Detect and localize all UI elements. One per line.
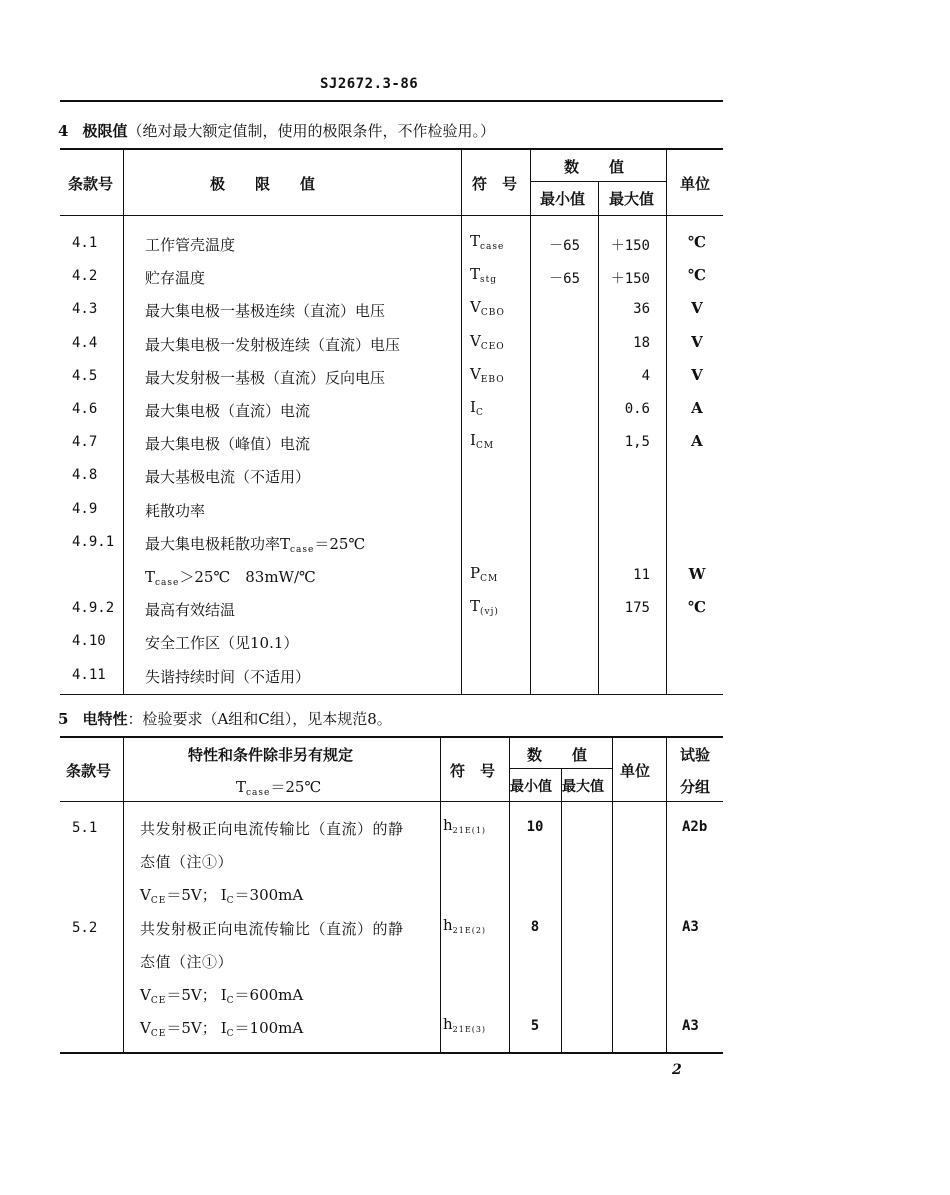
table4-header-unit: 单位: [680, 175, 711, 193]
table-row-clause: 4.11: [72, 667, 106, 683]
table4-header-values: 数 值: [564, 158, 625, 176]
table-row-symbol: [470, 365, 505, 385]
table5-header-min: 最小值: [510, 779, 552, 795]
table-row-description: [145, 500, 205, 521]
table-row-symbol: [470, 431, 494, 451]
table-row-symbol: [470, 265, 497, 285]
condition-line: [140, 984, 303, 1006]
table-row-max: 175: [624, 600, 650, 616]
table-row-symbol: [470, 597, 499, 617]
symbol-letter: V: [470, 365, 481, 383]
condition-current-tail: ＝600mA: [234, 986, 304, 1004]
table-row-max: 0.6: [624, 401, 650, 417]
condition-current-sub: C: [226, 996, 235, 1006]
table-row-clause: 4.10: [72, 633, 106, 649]
table-row-group: A3: [682, 1018, 699, 1034]
characteristic-line: 态值（注①）: [140, 853, 234, 871]
table-row-clause: 4.7: [72, 434, 98, 450]
section4-heading: 极限值: [82, 122, 128, 140]
condition-voltage: V: [140, 886, 151, 904]
characteristic-line: 态值（注①）: [140, 953, 234, 971]
symbol-letter: I: [470, 431, 476, 449]
description-text: 最大集电极一发射极连续（直流）电压: [145, 336, 401, 354]
table5-header-max: 最大值: [562, 779, 604, 795]
table4-col-divider-4: [598, 182, 599, 694]
table-row-description: [145, 533, 365, 555]
table4-col-divider-1: [123, 150, 124, 694]
table-row-description: [145, 599, 235, 620]
table-row-clause: 4.6: [72, 401, 98, 417]
symbol-letter: h: [443, 916, 453, 934]
table5-header-clause: 条款号: [66, 762, 112, 780]
table-row-unit: A: [691, 432, 703, 450]
symbol-letter: T: [470, 597, 481, 615]
symbol-subscript: EBO: [480, 375, 505, 385]
section5-title: [58, 708, 392, 729]
condition-voltage: V: [140, 986, 151, 1004]
table-row-max: 4: [641, 368, 650, 384]
description-text: 工作管壳温度: [145, 236, 236, 254]
section5-number: 5: [58, 710, 69, 728]
table5-header-symbol: 符 号: [450, 762, 496, 780]
table4-header-max: 最大值: [609, 190, 655, 208]
table-row-symbol: [470, 232, 504, 252]
table4-header-clause: 条款号: [68, 175, 114, 193]
condition-current-tail: ＝100mA: [234, 1019, 304, 1037]
symbol-letter: h: [443, 1015, 453, 1033]
table-row-symbol: [443, 816, 486, 835]
table-row-unit: A: [691, 399, 703, 417]
table-row-symbol: [470, 398, 484, 418]
table-row-unit: V: [691, 333, 703, 351]
description-tail: ＞25℃ 83mW/℃: [179, 568, 316, 586]
symbol-letter: P: [470, 564, 481, 582]
table-row-description: [145, 400, 310, 421]
table-row-min: －65: [549, 271, 580, 287]
condition-current-sub: C: [226, 1029, 235, 1039]
characteristic-line: 共发射极正向电流传输比（直流）的静: [140, 820, 404, 838]
table-row-description: [145, 234, 235, 255]
table-row-description: [145, 466, 310, 487]
table-row-clause: 5.2: [72, 920, 98, 936]
table5-col-divider-6: [666, 738, 667, 1052]
symbol-subscript: 21E(1): [452, 826, 487, 835]
table-row-clause: 4.9: [72, 501, 98, 517]
symbol-letter: V: [470, 298, 481, 316]
symbol-letter: V: [470, 332, 481, 350]
table5-bottom-rule: [60, 1052, 723, 1054]
description-tail: ＝25℃: [314, 535, 366, 553]
table-row-description: [145, 632, 298, 653]
characteristic-line: 共发射极正向电流传输比（直流）的静: [140, 920, 404, 938]
description-text: 最高有效结温: [145, 601, 236, 619]
table-row-max: 36: [633, 301, 650, 317]
table4-header-min: 最小值: [540, 190, 586, 208]
condition-voltage-sub: CE: [150, 1029, 167, 1039]
table-row-description: [145, 334, 400, 355]
description-text: 最大基极电流（不适用）: [145, 468, 311, 486]
description-subscript: case: [155, 578, 180, 588]
table-row-clause: 4.3: [72, 301, 98, 317]
table-row-unit: W: [688, 565, 706, 583]
condition-voltage-sub: CE: [150, 996, 167, 1006]
table-row-max: ＋150: [610, 238, 650, 254]
table-row-min: 8: [530, 919, 540, 935]
table-row-description: [145, 666, 310, 687]
condition-voltage-tail: ＝5V；: [166, 886, 217, 904]
table-row-group: A2b: [682, 819, 708, 835]
description-text: 安全工作区（见10.1）: [145, 634, 299, 652]
section-divider-rule: [60, 694, 723, 695]
table5-header-bottom-rule: [60, 801, 723, 802]
section4-title: [58, 120, 495, 141]
table4-header-limit: 极 限 值: [210, 175, 316, 193]
table-row-clause: 4.1: [72, 235, 98, 251]
condition-current: I: [220, 986, 227, 1004]
table-row-clause: 4.5: [72, 368, 98, 384]
table-row-description: [145, 267, 205, 288]
condition-voltage-sub: CE: [150, 896, 167, 906]
table-row-unit: ℃: [688, 266, 706, 284]
symbol-subscript: CBO: [480, 308, 505, 318]
symbol-letter: T: [470, 265, 481, 283]
description-text: T: [145, 568, 156, 586]
section4-number: 4: [58, 122, 69, 140]
table4-header-bottom-rule: [60, 215, 723, 216]
page-number: 2: [672, 1062, 682, 1078]
table-row-symbol: [470, 332, 505, 352]
symbol-subscript: case: [480, 242, 505, 252]
description-subscript: case: [290, 545, 315, 555]
condition-current-sub: C: [226, 896, 235, 906]
symbol-subscript: CM: [480, 574, 499, 584]
condition-line: [140, 1017, 303, 1039]
table-row-clause: 4.4: [72, 335, 98, 351]
table5-header-cond-sub: case: [246, 788, 271, 798]
symbol-letter: I: [470, 398, 476, 416]
description-text: 贮存温度: [145, 269, 206, 287]
table5-header-unit: 单位: [620, 762, 651, 780]
table5-header-values: 数 值: [527, 746, 588, 764]
table5-header-characteristics: 特性和条件除非另有规定: [188, 746, 354, 764]
table4-col-divider-3: [530, 150, 531, 694]
table-row-clause: 4.9.2: [72, 600, 115, 616]
table4-header-symbol: 符 号: [472, 175, 518, 193]
symbol-subscript: 21E(2): [452, 926, 487, 935]
table-row-min: －65: [549, 238, 580, 254]
table5-top-rule: [60, 736, 723, 738]
section5-note: ：检验要求（A组和C组），见本规范8。: [127, 710, 392, 728]
table-row-min: 5: [530, 1018, 540, 1034]
condition-current-tail: ＝300mA: [234, 886, 304, 904]
symbol-subscript: (vj): [480, 607, 499, 617]
table-row-symbol: [470, 298, 505, 318]
table-row-unit: V: [691, 366, 703, 384]
table-row-unit: V: [691, 299, 703, 317]
table-row-description: [145, 300, 385, 321]
description-text: 最大集电极一基极连续（直流）电压: [145, 302, 386, 320]
document-number: SJ2672.3-86: [320, 76, 419, 92]
table4-col-divider-2: [461, 150, 462, 694]
description-text: 耗散功率: [145, 502, 206, 520]
symbol-letter: h: [443, 816, 453, 834]
condition-voltage: V: [140, 1019, 151, 1037]
table-row-group: A3: [682, 919, 699, 935]
table5-header-group-line1: 试验: [680, 746, 711, 764]
symbol-subscript: C: [475, 408, 484, 418]
table-row-description: [145, 433, 310, 454]
symbol-subscript: CEO: [480, 342, 505, 352]
description-text: 最大集电极（峰值）电流: [145, 435, 311, 453]
table5-header-cond-symbol: T: [236, 778, 247, 796]
description-text: 失谐持续时间（不适用）: [145, 668, 311, 686]
table5-header-condition: [236, 776, 321, 798]
section5-heading: 电特性: [82, 710, 128, 728]
table-row-min: 10: [526, 819, 544, 835]
header-rule: [60, 100, 723, 102]
description-text: 最大集电极耗散功率T: [145, 535, 291, 553]
table-row-unit: ℃: [688, 233, 706, 251]
condition-voltage-tail: ＝5V；: [166, 1019, 217, 1037]
table-row-description: [145, 566, 316, 588]
table5-col-divider-2: [440, 738, 441, 1052]
symbol-subscript: stg: [480, 275, 498, 285]
symbol-letter: T: [470, 232, 481, 250]
table-row-unit: ℃: [688, 598, 706, 616]
table-row-clause: 4.2: [72, 268, 98, 284]
section4-note: （绝对最大额定值制，使用的极限条件，不作检验用。）: [127, 122, 495, 140]
description-text: 最大发射极一基极（直流）反向电压: [145, 369, 386, 387]
table5-header-cond-tail: ＝25℃: [270, 778, 322, 796]
table5-col-divider-4: [561, 769, 562, 1052]
description-text: 最大集电极（直流）电流: [145, 402, 311, 420]
table4-top-rule: [60, 148, 723, 150]
symbol-subscript: 21E(3): [452, 1025, 487, 1034]
table5-col-divider-5: [612, 738, 613, 1052]
condition-voltage-tail: ＝5V；: [166, 986, 217, 1004]
table-row-symbol: [443, 1015, 486, 1034]
table-row-max: 11: [633, 567, 650, 583]
table-row-description: [145, 367, 385, 388]
symbol-subscript: CM: [475, 441, 495, 451]
condition-line: [140, 884, 303, 906]
table-row-max: ＋150: [610, 271, 650, 287]
table-row-max: 1,5: [624, 434, 650, 450]
table-row-clause: 4.8: [72, 467, 98, 483]
table-row-symbol: [443, 916, 486, 935]
condition-current: I: [220, 886, 227, 904]
table-row-clause: 5.1: [72, 820, 98, 836]
table-row-clause: 4.9.1: [72, 534, 115, 550]
condition-current: I: [220, 1019, 227, 1037]
table-row-symbol: [470, 564, 498, 584]
table5-col-divider-1: [123, 738, 124, 1052]
table-row-max: 18: [633, 335, 650, 351]
table5-header-group-line2: 分组: [680, 778, 711, 796]
table4-col-divider-5: [666, 150, 667, 694]
